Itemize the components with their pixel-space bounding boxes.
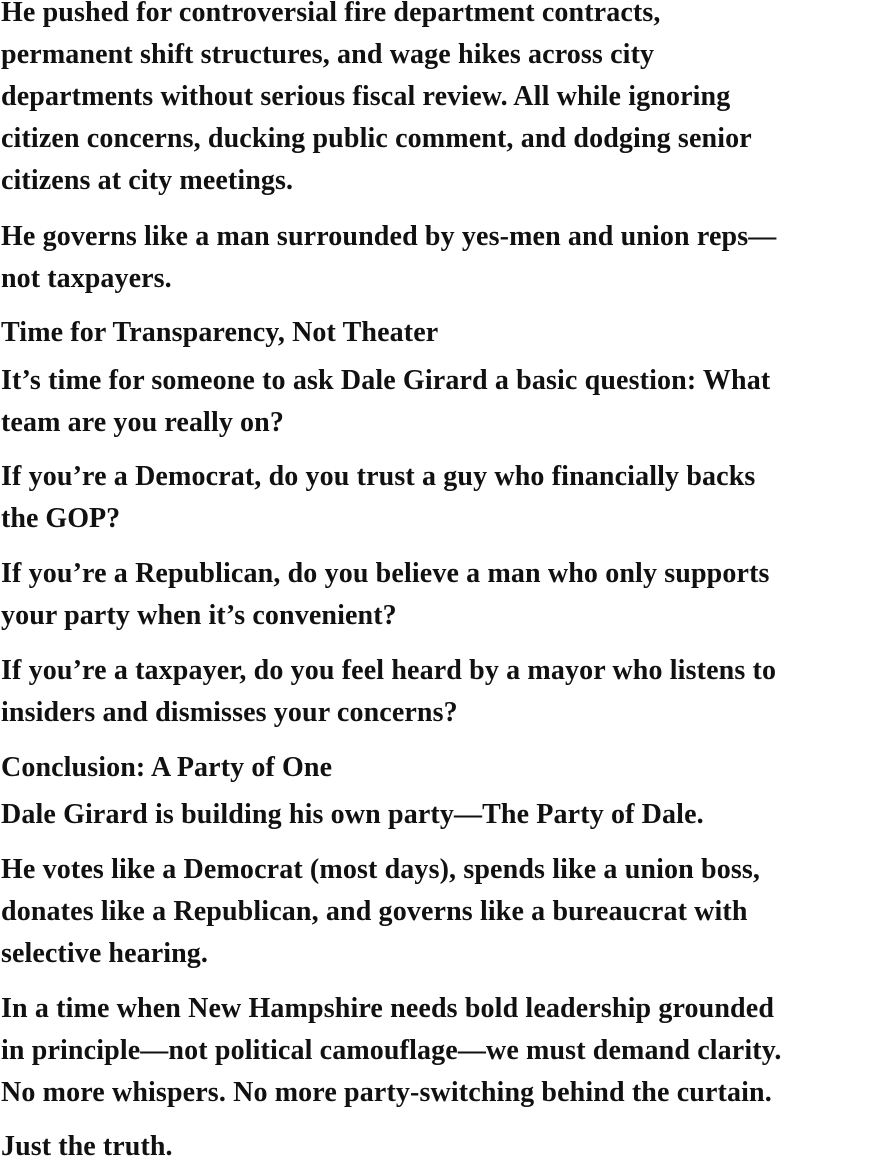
paragraph-party-of-dale <box>1 794 880 836</box>
text-line: team are you really on? <box>1 407 284 438</box>
paragraph-yes-men <box>1 216 880 300</box>
text-line: not taxpayers. <box>1 263 172 294</box>
section-heading-conclusion <box>1 747 880 789</box>
text-line: citizens at city meetings. <box>1 165 294 196</box>
text-line: If you’re a Republican, do you believe a man who only supports <box>1 558 770 589</box>
text-line: Just the truth. <box>1 1131 173 1162</box>
paragraph-democrat <box>1 456 880 540</box>
paragraph-taxpayer <box>1 650 880 734</box>
text-line: He votes like a Democrat (most days), spends like a union boss, <box>1 854 761 885</box>
section-heading-transparency <box>1 312 880 354</box>
text-line: If you’re a Democrat, do you trust a guy who financially backs <box>1 461 756 492</box>
text-line: donates like a Republican, and governs like a bureaucrat with <box>1 896 748 927</box>
text-line: citizen concerns, ducking public comment, and dodging senior <box>1 123 752 154</box>
text-line: He governs like a man surrounded by yes-men and union reps— <box>1 221 777 252</box>
paragraph-republican <box>1 553 880 637</box>
text-line: It’s time for someone to ask Dale Girard a basic question: What <box>1 365 771 396</box>
text-line: If you’re a taxpayer, do you feel heard by a mayor who listens to <box>1 655 777 686</box>
text-line: In a time when New Hampshire needs bold leadership grounded <box>1 993 775 1024</box>
paragraph-votes-like <box>1 849 880 975</box>
heading-text: Time for Transparency, Not Theater <box>1 317 439 348</box>
heading-text: Conclusion: A Party of One <box>1 752 333 783</box>
text-line: in principle—not political camouflage—we must demand clarity. <box>1 1035 782 1066</box>
paragraph-basic-question <box>1 360 880 444</box>
text-line: selective hearing. <box>1 938 208 969</box>
text-line: No more whispers. No more party-switching behind the curtain. <box>1 1077 772 1108</box>
paragraph-fire-contracts <box>1 0 880 202</box>
text-line: departments without serious fiscal review. All while ignoring <box>1 81 731 112</box>
text-line: the GOP? <box>1 503 121 534</box>
text-line: He pushed for controversial fire department contracts, <box>1 0 661 28</box>
text-line: permanent shift structures, and wage hikes across city <box>1 39 655 70</box>
text-line: Dale Girard is building his own party—The Party of Dale. <box>1 799 704 830</box>
text-line: your party when it’s convenient? <box>1 600 397 631</box>
paragraph-just-the-truth <box>1 1126 880 1168</box>
paragraph-new-hampshire <box>1 988 880 1114</box>
text-line: insiders and dismisses your concerns? <box>1 697 458 728</box>
